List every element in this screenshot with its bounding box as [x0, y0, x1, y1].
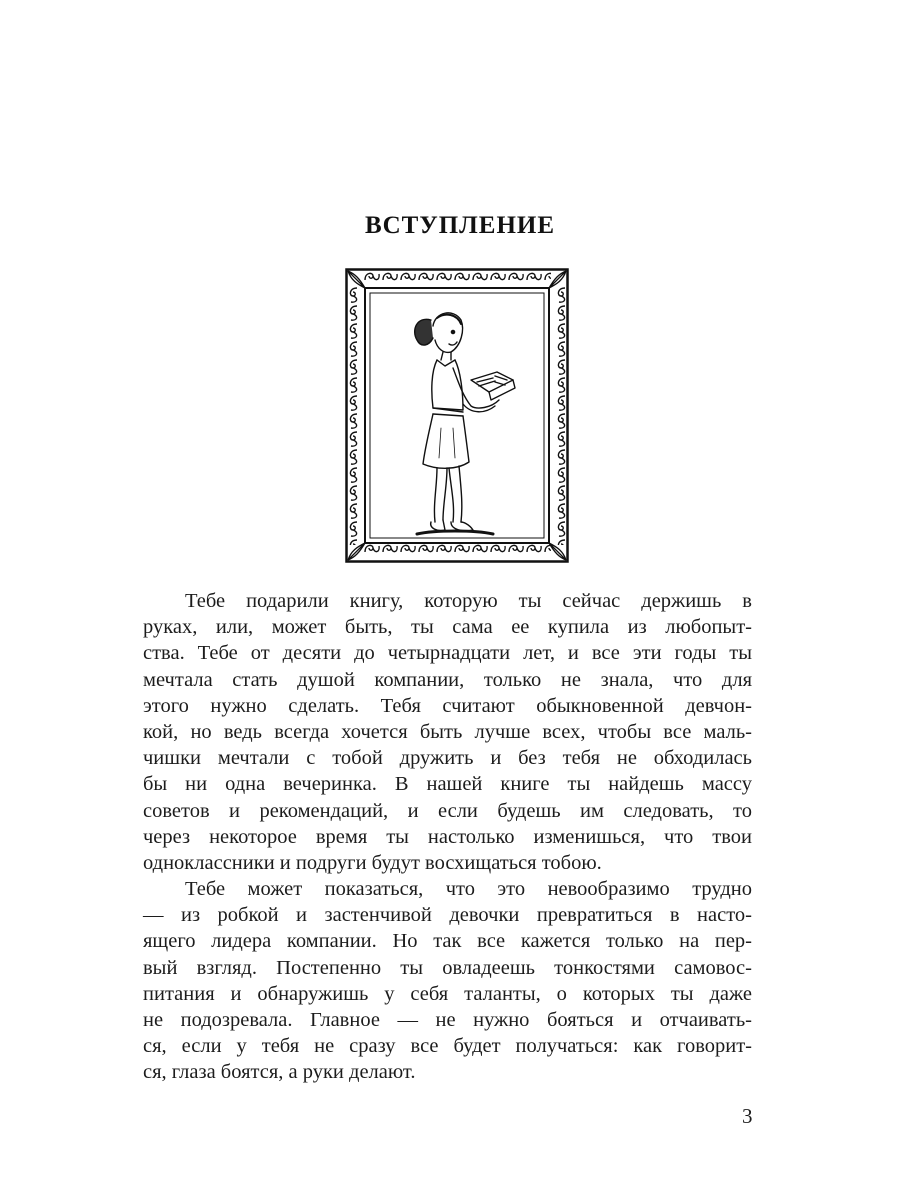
text-line: бы ни одна вечеринка. В нашей книге ты найдешь массу [143, 773, 752, 796]
text-line: ся, если у тебя не сразу все будет получаться: как говорит- [143, 1035, 752, 1058]
paragraph-2 [143, 876, 752, 1086]
text-line: одноклассники и подруги будут восхищаться тобою. [143, 851, 602, 874]
text-line: советов и рекомендаций, и если будешь им следовать, то [143, 799, 752, 822]
body-text [143, 588, 752, 1086]
text-line: мечтала стать душой компании, только не знала, что для [143, 668, 752, 691]
chapter-title: ВСТУПЛЕНИЕ [364, 212, 556, 239]
text-line: ся, глаза боятся, а руки делают. [143, 1061, 416, 1084]
text-line: — из робкой и застенчивой девочки превратиться в насто- [143, 904, 752, 927]
text-line: через некоторое время ты настолько изменишься, что твои [143, 825, 752, 848]
text-line: ящего лидера компании. Но так все кажется только на пер- [143, 930, 752, 953]
text-line: чишки мечтали с тобой дружить и без тебя не обходилась [143, 747, 752, 770]
text-line: руках, или, может быть, ты сама ее купила из любопыт- [143, 616, 752, 639]
text-line: Тебе может показаться, что это невообразимо трудно [185, 878, 752, 901]
text-line: вый взгляд. Постепенно ты овладеешь тонкостями самовос- [143, 956, 752, 979]
text-line: питания и обнаружишь у себя таланты, о которых ты даже [143, 982, 752, 1005]
text-line: ства. Тебе от десяти до четырнадцати лет, и все эти годы ты [143, 642, 752, 665]
text-line: этого нужно сделать. Тебя считают обыкновенной девчон- [143, 694, 752, 717]
text-line: не подозревала. Главное — не нужно бояться и отчаивать- [143, 1009, 752, 1031]
girl-reading-book-illustration [345, 268, 569, 563]
text-line: кой, но ведь всегда хочется быть лучше всех, чтобы все маль- [143, 720, 752, 743]
page-number: 3 [742, 1104, 753, 1128]
illustration-frame [345, 268, 569, 563]
paragraph-1 [143, 588, 752, 876]
text-line: Тебе подарили книгу, которую ты сейчас держишь в [185, 590, 752, 612]
